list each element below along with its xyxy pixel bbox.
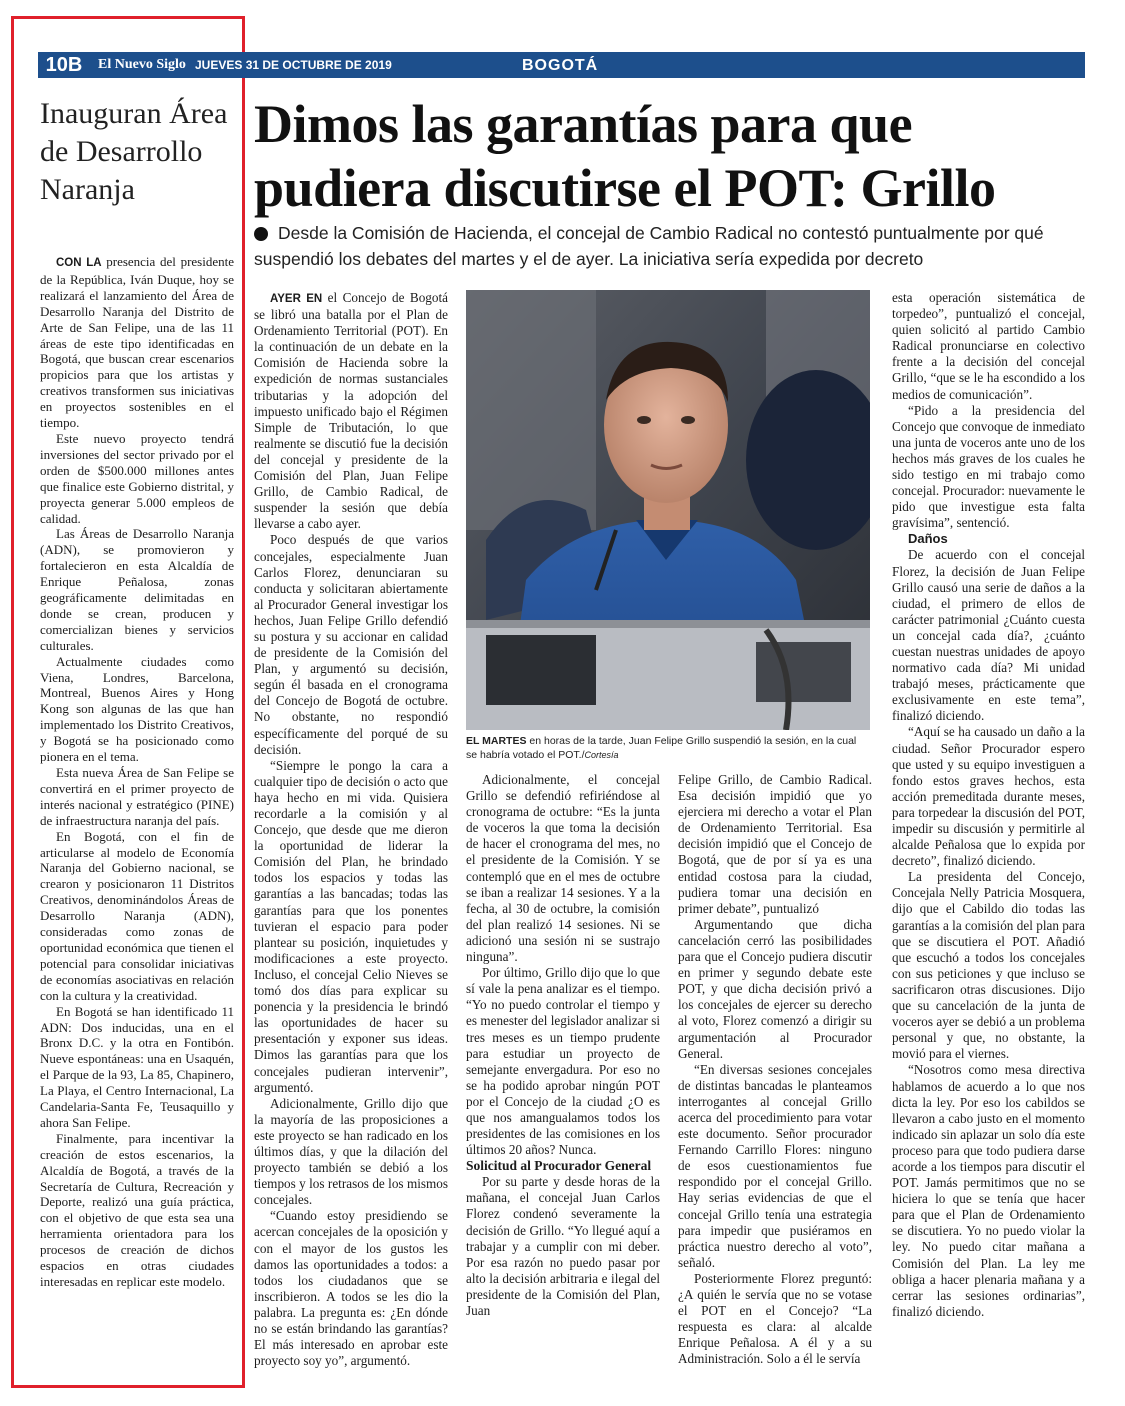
sidebar-title: Inauguran Área de Desarrollo Naranja [40, 97, 228, 206]
caption-credit: Cortesía [584, 750, 619, 760]
sidebar-p1: presencia del presidente de la República, Iván Duque, hoy se realizará el lanzamiento del Área de Desarrollo Naranja del Distrito de Arte de San Felipe, una de las 11 áreas de este tipo identificadas en Bogotá, que buscan crear escenarios propicios para que los artistas y creativos transformen sus iniciativas en proyectos sostenibles en el tiempo. [40, 254, 235, 431]
article-paragraph: La presidenta del Concejo, Concejala Nelly Patricia Mosquera, dijo que el Cabildo dio todas las garantías a la comisión del plan para que se discutiera el POT. Añadió que escuchó a todos los concejales con sus peticiones y que incluso se sacrificaron otras discusiones. Dijo que su cancelación de la junta de voceros ayer se debió a un problema personal y que, no obstante, la movió para el viernes. [892, 869, 1085, 1062]
sidebar-paragraph: Este nuevo proyecto tendrá inversiones del sector privado por el orden de $500.000 millones antes que finalice este Gobierno distrital, y proyecta generar 5.000 empleos de calidad. [40, 430, 234, 526]
subhead-solicitud: Solicitud al Procurador General [466, 1158, 652, 1174]
article-paragraph: “Aquí se ha causado un daño a la ciudad. Señor Procurador espero que usted y su equipo investiguen a fondo estos graves hechos, esta acción premeditada durante meses, para torpedear la discusión del POT, impedir su discusión y permitirle al alcalde Peñalosa que lo expida por decreto”, finalizó diciendo. [892, 724, 1085, 869]
article-paragraph: Adicionalmente, el concejal Grillo se defendió refiriéndose al cronograma de octubre: “Es la junta de voceros la que toma la decisión de hacer el cronograma del mes, no el presidente de la Comisión. Y se contempló que en el mes de octubre se iban a realizar 14 sesiones. Y a la fecha, al 30 de octubre, la comisión del plan realizó 14 sesiones. Ni se adicionó una sesión ni se sustrajo ninguna”. [466, 772, 660, 965]
sidebar-paragraph: En Bogotá, con el fin de articularse al modelo de Economía Naranja del Gobierno nacional, se crearon y posicionaron 11 Distritos Creativos, denominándolos Áreas de Desarrollo Naranja (ADN), consideradas como zonas de oportunidad económica que tienen el potencial para consolidar iniciativas de economías asociativas en relación con la cultura y la creatividad. [40, 828, 234, 1003]
article-column-3 [678, 772, 872, 1367]
article-paragraph: Adicionalmente, Grillo dijo que la mayoría de las proposiciones a este proyecto se han radicado en los últimos días, y que la dilación del proyecto también se debió a los tiempos y los retrasos de los mismos concejales. [254, 1095, 448, 1208]
article-paragraph: “Pido a la presidencia del Concejo que convoque de inmediato una junta de voceros ante uno de los hechos más graves de los cuales he sido testigo en mi trabajo como concejal. Procurador: nuevamente le pido que investigue esta falta gravísima”, sentenció. [892, 402, 1085, 531]
sidebar-paragraph: Finalmente, para incentivar la creación de estos escenarios, la Alcaldía de Bogotá, a través de la Secretaría de Cultura, Recreación y Deporte, realizó una guía práctica, con el objetivo de que esta sea una herramienta orientadora para los procesos de creación de dichos espacios en otras ciudades interesadas en replicar este modelo. [40, 1130, 234, 1289]
article-paragraph: De acuerdo con el concejal Florez, la decisión de Juan Felipe Grillo causó una serie de daños a la ciudad, el primero de ellos de carácter patrimonial ¿Cuánto cuesta un concejal cada día?, ¿cuánto cuestan nuestras unidades de apoyo normativo cada día? Mi unidad trabajó meses, prácticamente que exclusivamente en este tema”, finalizó diciendo. [892, 547, 1085, 724]
article-deck [254, 220, 1084, 272]
article-lead: AYER EN [270, 293, 323, 305]
article-column-4 [892, 290, 1085, 1320]
issue-date: JUEVES 31 DE OCTUBRE DE 2019 [195, 58, 392, 72]
article-column-1 [254, 290, 448, 1369]
sidebar-paragraph: En Bogotá se han identificado 11 ADN: Dos inducidas, una en el Bronx D.C. y la otra en Fontibón. Nueve espontáneas: una en Usaquén, el Parque de la 93, La 85, Chapinero, La Playa, el Centro Internacional, La Candelaria-Santa Fe, Teusaquillo y ahora San Felipe. [40, 1003, 234, 1130]
col1-p1: el Concejo de Bogotá se libró una batalla por el Plan de Ordenamiento Territorial (POT). En la continuación de un debate en la Comisión de Hacienda sobre la expedición de normas sustanciales tributarias y la adopción del impuesto unificado bajo el Régimen Simple de Tributación, lo que realmente se discutió fue la decisión del concejal y presidente de la Comisión del Plan, Juan Felipe Grillo, de Cambio Radical, de suspender la sesión que debía llevarse a cabo ayer. [254, 290, 448, 532]
subhead-danos: Daños [908, 531, 948, 547]
article-paragraph: Felipe Grillo, de Cambio Radical. Esa decisión impidió que yo ejerciera mi derecho a votar el Plan de Ordenamiento Territorial. Esa decisión impidió que el Concejo de Bogotá, que de por sí ya es una entidad costosa para la ciudad, pudiera tomar una decisión en primer debate”, puntualizó [678, 772, 872, 916]
article-paragraph: Por último, Grillo dijo que lo que sí vale la pena analizar es el tiempo. “Yo no puedo controlar el tiempo y es menester del legislador analizar si tres meses es un tiempo prudente para estudiar un proyecto de semejante envergadura. Por eso no se ha podido aprobar ningún POT por el Concejo de la ciudad ¿O es que nos amangualamos todos los presidentes de las comisiones en los últimos 20 años? Nunca. [466, 965, 660, 1158]
sidebar-paragraph: Esta nueva Área de San Felipe se convertirá en el primer proyecto de interés nacional y estratégico (PINE) de infraestructura naranja del país. [40, 765, 234, 828]
sidebar-lead: CON LA [56, 257, 102, 269]
sidebar-body [40, 254, 234, 1290]
article-paragraph: “Cuando estoy presidiendo se acercan concejales de la oposición y con el mayor de los gustos les damos las oportunidades a todos: a todos los ciudadanos que se inscribieron. A todos se les dio la palabra. La pregunta es: ¿En dónde no se están brindando las garantías? El más interesado en aprobar este proyecto soy yo”, argumentó. [254, 1208, 448, 1369]
article-paragraph: “En diversas sesiones concejales de distintas bancadas le planteamos interrogantes al concejal Grillo acerca del procedimiento para votar este documento. Señor procurador Fernando Carrillo Flores: ninguno de esos cuestionamientos fue respondido por el concejal Grillo. Hay serias evidencias de que el concejal Grillo tenía una estrategia para impedir que pusiéramos en práctica nuestro derecho al voto”, señaló. [678, 1061, 872, 1270]
deck-text: Desde la Comisión de Hacienda, el concejal de Cambio Radical no contestó puntualmente por qué suspendió los debates del martes y el de ayer. La iniciativa sería expedida por decreto [254, 223, 1044, 269]
photo-caption [466, 734, 870, 762]
sidebar-paragraph [40, 254, 234, 431]
masthead-logo: El Nuevo Siglo [98, 57, 186, 72]
article-paragraph: Poco después de que varios concejales, especialmente Juan Carlos Florez, denunciaran su conducta y solicitaran abiertamente al Procurador General investigar los hechos, Juan Felipe Grillo defendió su postura y su accionar en calidad de presidente de la Comisión del Plan, y argumentó su decisión, según él basada en el cronograma del Concejo de Bogotá de octubre. No obstante, no respondió específicamente del porqué de su decisión. [254, 532, 448, 757]
article-headline: Dimos las garantías para que pudiera discutirse el POT: Grillo [254, 94, 996, 218]
article-column-2 [466, 772, 660, 1319]
sidebar-paragraph: Actualmente ciudades como Viena, Londres, Barcelona, Montreal, Buenos Aires y Hong Kong son algunas de las que han implementado los Distrito Creativos, y Bogotá se ha posicionado como pionera en el tema. [40, 653, 234, 765]
article-paragraph: Argumentando que dicha cancelación cerró las posibilidades para que el Concejo pudiera discutir en primer y segundo debate este POT, y que dicha decisión privó a los concejales de ejercer su derecho al voto, Florez comenzó a dirigir su argumentación al Procurador General. [678, 916, 872, 1061]
article-photo [466, 290, 870, 730]
article-paragraph: “Nosotros como mesa directiva hablamos de acuerdo a lo que nos dicta la ley. Por eso los cabildos se llevaron a cabo justo en el momento indicado sin aplazar un solo día este proceso para que todo pudiera darse acorde a los tiempos para discutir el POT. Jamás permitimos que no se hiciera lo que se tenía que hacer para que el Plan de Ordenamiento se discutiera. Yo no puedo violar la ley. No puedo citar mañana a Comisión del Plan. La ley me obliga a hacer plenaria mañana y a cerrar las sesiones ordinarias”, finalizó diciendo. [892, 1062, 1085, 1319]
sidebar-paragraph: Las Áreas de Desarrollo Naranja (ADN), se promovieron y fortalecieron en esta Alcaldía de Enrique Peñalosa, zonas geográficamente delimitadas en donde se crean, producen y comercializan bienes y servicios culturales. [40, 526, 234, 653]
bullet-icon [254, 227, 268, 241]
caption-lead: EL MARTES [466, 735, 527, 747]
article-paragraph: Por su parte y desde horas de la mañana, el concejal Juan Carlos Florez condenó severamente la decisión de Grillo. “Yo llegué aquí a trabajar y a cumplir con mi deber. Por esa razón no puedo pasar por alto la decisión arbitraria e ilegal del presidente de la Comisión del Plan, Juan [466, 1174, 660, 1318]
article-paragraph: esta operación sistemática de torpedeo”, puntualizó el concejal, quien solicitó al partido Cambio Radical pronunciarse en colectivo frente a la decisión del concejal Grillo, “que se le ha escondido a los medios de comunicación”. [892, 290, 1085, 402]
article-paragraph: Posteriormente Florez preguntó: ¿A quién le servía que no se votase el POT en el Concejo? “La respuesta es clara: al alcalde Enrique Peñalosa. A él y a su Administración. Solo a él le servía [678, 1270, 872, 1367]
article-paragraph: “Siempre le pongo la cara a cualquier tipo de decisión o acto que haya hecho en mi vida. Quisiera recordarle a la comisión y al Concejo, que desde que me dieron la oportunidad de liderar la Comisión del Plan, he brindado todos los espacios y todas las garantías a las bancadas; todas las garantías para que los ponentes tuvieran el espacio para poder plantear su posición, inquietudes y modificaciones a este proyecto. Incluso, el concejal Celio Nieves se tomó dos días para explicar su ponencia y la presidencia le brindó las oportunidades de hacer su presentación y exponer sus ideas. Dimos las garantías para que los concejales pudieran intervenir”, argumentó. [254, 757, 448, 1095]
section-title: BOGOTÁ [522, 57, 599, 74]
page-number: 10B [38, 52, 90, 78]
caption-text: en horas de la tarde, Juan Felipe Grillo suspendió la sesión, en la cual se habría votado el POT./ [466, 735, 857, 761]
article-paragraph [254, 290, 448, 532]
